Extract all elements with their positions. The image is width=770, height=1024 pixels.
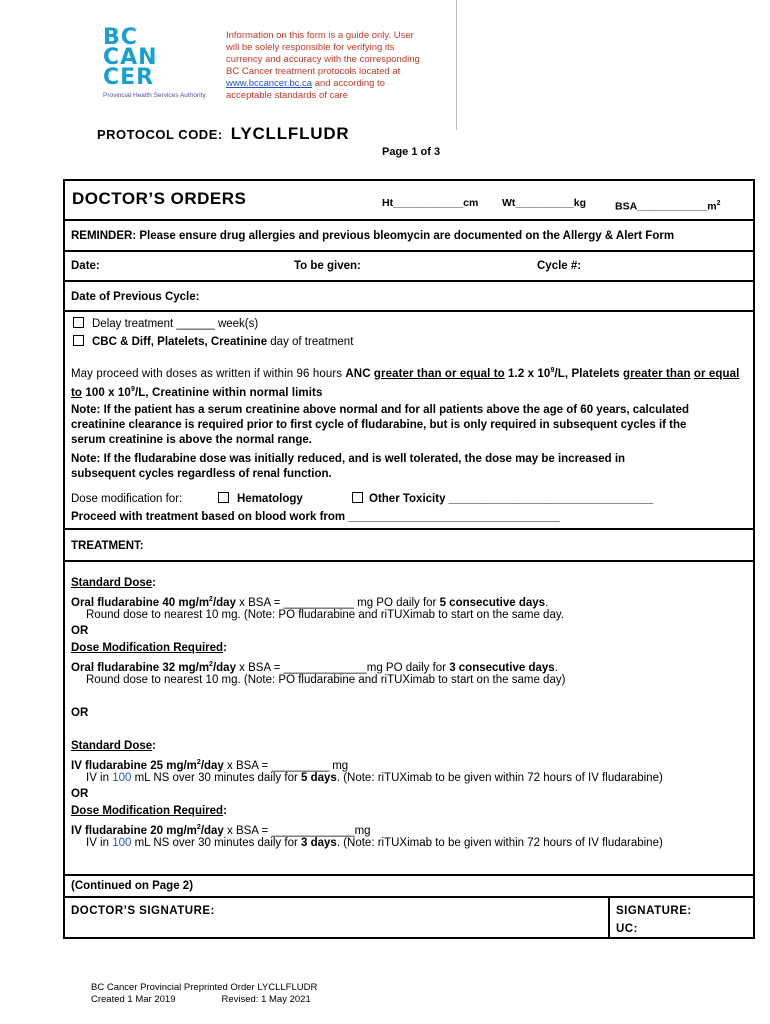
- dose-text: IV fludarabine 20 mg/m: [71, 824, 197, 837]
- delay-checkbox[interactable]: [73, 317, 84, 328]
- disclaimer-line: BC Cancer treatment protocols located at: [226, 66, 401, 77]
- delay-label: Delay treatment ______ week(s): [92, 318, 259, 330]
- delay-treatment-item[interactable]: [73, 317, 258, 332]
- header-row: [65, 181, 753, 221]
- treatment-heading: TREATMENT:: [71, 540, 144, 552]
- proceed-bloodwork-field[interactable]: Proceed with treatment based on blood work from _________________________________: [71, 511, 560, 523]
- hematology-label: Hematology: [237, 493, 303, 505]
- anc-value: 1.2 x 10: [504, 367, 551, 380]
- disclaimer-line: will be solely responsible for verifying its: [226, 42, 395, 53]
- admin-text: mL NS over 30 minutes daily for: [131, 772, 301, 784]
- to-be-given-field[interactable]: To be given:: [294, 260, 361, 272]
- dose-sup: 2: [209, 596, 213, 603]
- bccancer-link[interactable]: www.bccancer.bc.ca: [226, 78, 313, 89]
- note2-line1: Note: If the fludarabine dose was initially reduced, and is well tolerated, the dose may be increased in: [71, 453, 626, 465]
- platelets-label: /L, Platelets: [554, 367, 623, 380]
- hematology-item[interactable]: [218, 492, 303, 507]
- footer: [91, 982, 317, 1006]
- height-field[interactable]: Ht____________cm: [382, 197, 479, 209]
- criteria-section: [65, 312, 753, 530]
- revised-date: Revised: 1 May 2021: [221, 994, 311, 1005]
- dose-text: /day: [212, 661, 236, 674]
- weight-field[interactable]: Wt__________kg: [502, 197, 587, 209]
- anc-label: ANC: [345, 367, 371, 380]
- signature-row: [65, 898, 753, 937]
- cycle-field[interactable]: Cycle #:: [537, 260, 582, 272]
- protocol-code: [97, 124, 350, 144]
- hematology-checkbox[interactable]: [218, 492, 229, 503]
- dose-text: x BSA = _____________mg: [223, 824, 371, 837]
- other-toxicity-item[interactable]: [352, 492, 653, 507]
- dose-mod-title: Dose Modification Required: [71, 642, 224, 654]
- reminder-row: [65, 221, 753, 252]
- admin-text: IV in: [86, 772, 113, 784]
- signature-field[interactable]: SIGNATURE:: [616, 905, 692, 917]
- or-label: OR: [71, 788, 89, 800]
- date-field[interactable]: Date:: [71, 260, 100, 272]
- dose-text: .: [545, 596, 549, 609]
- note1-line3: serum creatinine is above the normal range.: [71, 434, 312, 446]
- other-toxicity-checkbox[interactable]: [352, 492, 363, 503]
- bsa-field[interactable]: [615, 196, 721, 215]
- disclaimer-line: currency and accuracy with the corresponding: [226, 54, 420, 65]
- doctor-signature-field[interactable]: DOCTOR’S SIGNATURE:: [71, 905, 215, 917]
- logo-word-bc: BC: [103, 25, 138, 50]
- logo-word-can: CAN: [103, 45, 158, 70]
- disclaimer-line: [226, 78, 436, 90]
- protocol-code-value: LYCLLFLUDR: [230, 124, 350, 143]
- dose-text: /day: [200, 759, 224, 772]
- treatment-heading-row: [65, 530, 753, 562]
- dose-text: Oral fludarabine 32 mg/m: [71, 661, 210, 674]
- dose-modification-iv-title: Dose Modification Required:: [71, 805, 227, 817]
- cbc-checkbox[interactable]: [73, 335, 84, 346]
- doctors-orders-title: DOCTOR’S ORDERS: [72, 189, 247, 208]
- gte-text: greater than: [622, 367, 691, 380]
- dose-mod-label: Dose modification for:: [71, 493, 183, 505]
- footer-dates: [91, 994, 317, 1006]
- standard-dose-iv-title: Standard Dose:: [71, 740, 157, 752]
- dose-text: x BSA = _________ mg: [223, 759, 349, 772]
- continued-row: [65, 876, 753, 898]
- date-row: [65, 252, 753, 282]
- cbc-item[interactable]: [73, 335, 353, 350]
- cbc-label-rest: day of treatment: [267, 336, 354, 348]
- admin-text: mL NS over 30 minutes daily for: [131, 837, 301, 849]
- note2-line2: subsequent cycles regardless of renal function.: [71, 468, 332, 480]
- dose-sup: 2: [209, 661, 213, 668]
- proceed-text: May proceed with doses as written if within 96 hours: [71, 367, 346, 380]
- standard-dose-title: Standard Dose: [71, 740, 153, 752]
- logo-word-cer: CER: [103, 65, 155, 90]
- created-date: Created 1 Mar 2019: [91, 994, 176, 1005]
- dose-modification-oral-title: Dose Modification Required:: [71, 642, 227, 654]
- header-divider: [456, 0, 457, 130]
- platelet-sup: 9: [130, 385, 135, 393]
- admin-text: . (Note: riTUXimab to be given within 72 hours of IV fludarabine): [336, 837, 663, 849]
- admin-text: IV in: [86, 837, 113, 849]
- note1-line2: creatinine clearance is required prior to first cycle of fludarabine, but is only required in subsequent cycles if the: [71, 419, 687, 431]
- or-label: OR: [71, 707, 89, 719]
- anc-sup: 9: [550, 367, 555, 374]
- disclaimer-line: acceptable standards of care: [226, 90, 348, 101]
- admin-text: . (Note: riTUXimab to be given within 72 hours of IV fludarabine): [336, 772, 663, 784]
- dose-text: IV fludarabine 25 mg/m: [71, 759, 197, 772]
- uc-field[interactable]: UC:: [616, 923, 638, 935]
- orders-form: [63, 179, 755, 939]
- oral-40-round: Round dose to nearest 10 mg. (Note: PO fludarabine and riTUXimab to start on the same day.: [86, 609, 564, 621]
- disclaimer: [226, 30, 436, 102]
- signature-divider: [608, 898, 610, 937]
- note1-line1: Note: If the patient has a serum creatinine above normal and for all patients above the age of 60 years, calculated: [71, 404, 689, 416]
- treatment-body: [65, 562, 753, 876]
- dose-text: x BSA = _____________mg PO daily for: [235, 661, 450, 674]
- gte-text: greater than or equal to: [373, 367, 505, 380]
- bsa-label: BSA____________m: [615, 200, 717, 213]
- dose-mod-title: Dose Modification Required: [71, 805, 224, 817]
- disclaimer-text: and according to: [312, 78, 385, 89]
- footer-line: BC Cancer Provincial Preprinted Order LYCLLFLUDR: [91, 982, 318, 993]
- iv-25-admin: [86, 771, 663, 786]
- or-label: OR: [71, 625, 89, 637]
- dose-text: .: [554, 661, 558, 674]
- continued-note: (Continued on Page 2): [71, 880, 194, 892]
- dose-days: 5 consecutive days: [439, 596, 546, 609]
- previous-cycle-field[interactable]: Date of Previous Cycle:: [71, 291, 200, 303]
- iv-20-admin: [86, 836, 663, 851]
- bsa-sup: 2: [716, 200, 721, 207]
- logo-subtitle: Provincial Health Services Authority: [103, 92, 206, 99]
- dose-text: x BSA = ___________ mg PO daily for: [235, 596, 440, 609]
- gte-text: or equal to: [71, 367, 740, 399]
- dose-days: 3 consecutive days: [449, 661, 555, 674]
- volume-value: 100: [112, 772, 132, 784]
- platelet-value: 100 x 10: [82, 386, 131, 399]
- cbc-label: CBC & Diff, Platelets, Creatinine: [92, 336, 268, 348]
- dose-text: /day: [212, 596, 236, 609]
- dose-days: 3 days: [301, 837, 337, 849]
- protocol-label: PROTOCOL CODE:: [97, 127, 223, 142]
- standard-dose-oral-title: Standard Dose:: [71, 577, 157, 589]
- oral-32-round: Round dose to nearest 10 mg. (Note: PO fludarabine and riTUXimab to start on the same day): [86, 674, 566, 686]
- other-toxicity-label: Other Toxicity ________________________________: [369, 493, 654, 505]
- dose-sup: 2: [196, 824, 201, 831]
- reminder-text: REMINDER: Please ensure drug allergies and previous bleomycin are documented on the Allergy & Alert Form: [71, 230, 675, 242]
- disclaimer-line: Information on this form is a guide only. User: [226, 30, 414, 41]
- dose-sup: 2: [196, 759, 201, 766]
- standard-dose-title: Standard Dose: [71, 577, 153, 589]
- creatinine-text: /L, Creatinine within normal limits: [134, 386, 323, 399]
- dose-text: Oral fludarabine 40 mg/m: [71, 596, 210, 609]
- page-number: Page 1 of 3: [382, 146, 441, 158]
- dose-days: 5 days: [301, 772, 337, 784]
- proceed-criteria: [71, 363, 746, 401]
- volume-value: 100: [112, 837, 132, 849]
- dose-text: /day: [200, 824, 224, 837]
- previous-cycle-row: [65, 282, 753, 312]
